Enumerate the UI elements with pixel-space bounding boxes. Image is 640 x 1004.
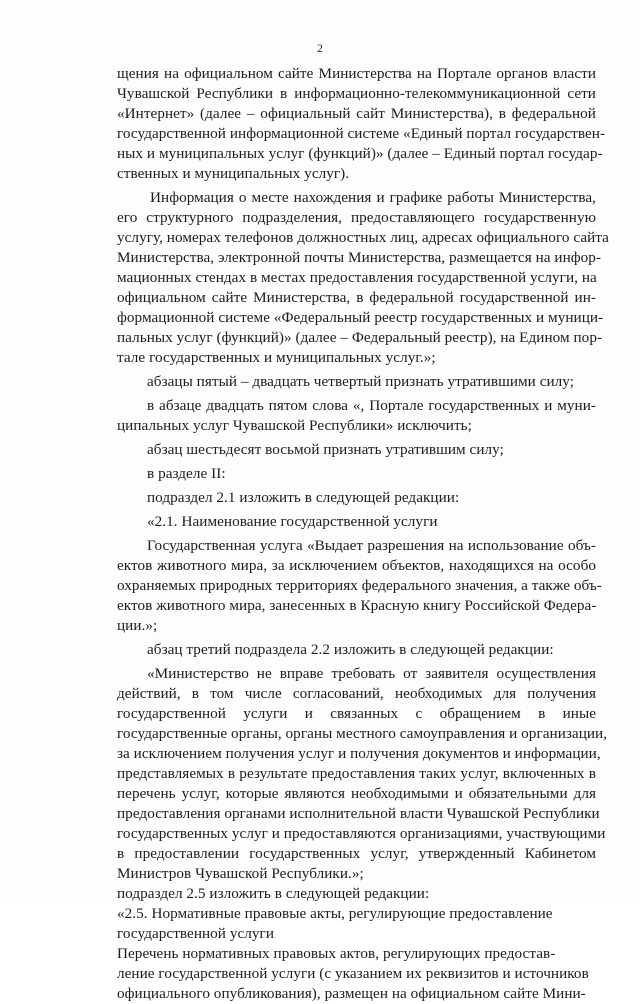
text-line: официальном сайте Министерства, в федеральной государственной ин-: [117, 289, 596, 306]
text-line: пальных услуг (функций)» (далее – Федеральный реестр), на Едином пор-: [117, 329, 603, 346]
text-line: Государственная услуга «Выдает разрешения на использование объ-: [147, 537, 596, 554]
text-line: тале государственных и муниципальных услуг.»;: [117, 349, 436, 366]
text-line: действий, в том числе согласований, необходимых для получения: [117, 685, 596, 702]
text-line: Чувашской Республики в информационно-телекоммуникационной сети: [117, 85, 596, 102]
text-line: государственных услуг и предоставляются организациями, участвующими: [117, 825, 606, 842]
text-line: Перечень нормативных правовых актов, регулирующих предостав-: [117, 945, 556, 962]
text-line: Министров Чувашской Республики.»;: [117, 865, 364, 882]
text-line: Информация о месте нахождения и графике работы Министерства,: [150, 189, 596, 206]
text-line: ственных и муниципальных услуг).: [117, 165, 350, 182]
text-line: в абзаце двадцать пятом слова «, Портале государственных и муни-: [147, 397, 596, 414]
text-line: государственной услуги и связанных с обращением в иные: [117, 705, 596, 722]
text-line: ектов животного мира, за исключением объектов, находящихся на особо: [117, 557, 596, 574]
text-line: предоставления органами исполнительной власти Чувашской Республики: [117, 805, 600, 822]
text-line: его структурного подразделения, предоставляющего государственную: [117, 209, 596, 226]
text-line: ектов животного мира, занесенных в Красную книгу Российской Федера-: [117, 597, 597, 614]
text-line: охраняемых природных территориях федерального значения, а также объ-: [117, 577, 602, 594]
text-line: абзацы пятый – двадцать четвертый признать утратившими силу;: [147, 373, 575, 390]
text-line: абзац третий подраздела 2.2 изложить в следующей редакции:: [147, 641, 554, 658]
text-line: за исключением получения услуг и получения документов и информации,: [117, 745, 601, 762]
text-line: ных и муниципальных услуг (функций)» (далее – Единый портал государ-: [117, 145, 603, 162]
text-line: государственной услуги: [117, 925, 275, 942]
text-line: «Министерство не вправе требовать от заявителя осуществления: [147, 665, 596, 682]
text-line: ление государственной услуги (с указанием их реквизитов и источников: [117, 965, 589, 982]
text-line: в предоставлении государственных услуг, утвержденный Кабинетом: [117, 845, 596, 862]
text-line: ципальных услуг Чувашской Республики» исключить;: [117, 417, 472, 434]
text-line: подраздел 2.5 изложить в следующей редакции:: [117, 885, 430, 902]
text-line: мационных стендах в местах предоставления государственной услуги, на: [117, 269, 597, 286]
text-line: «2.1. Наименование государственной услуги: [147, 513, 438, 530]
text-line: ции.»;: [117, 617, 158, 634]
text-line: представляемых в результате предоставления таких услуг, включенных в: [117, 765, 596, 782]
text-line: официального опубликования), размещен на официальном сайте Мини-: [117, 985, 586, 1002]
text-line: формационной системе «Федеральный реестр государственных и муници-: [117, 309, 604, 326]
text-line: в разделе II:: [147, 465, 226, 482]
page-number: 2: [317, 41, 323, 55]
text-line: государственной информационной системе «Единый портал государствен-: [117, 125, 606, 142]
text-line: государственные органы, органы местного самоуправления и организации,: [117, 725, 608, 742]
text-line: «2.5. Нормативные правовые акты, регулирующие предоставление: [117, 905, 553, 922]
text-line: «Интернет» (далее – официальный сайт Министерства), в федеральной: [117, 105, 596, 122]
text-line: перечень услуг, которые являются необходимыми и обязательными для: [117, 785, 596, 802]
text-line: услугу, номерах телефонов должностных лиц, адресах официального сайта: [117, 229, 609, 246]
text-line: подраздел 2.1 изложить в следующей редакции:: [147, 489, 460, 506]
text-line: абзац шестьдесят восьмой признать утратившим силу;: [147, 441, 504, 458]
text-line: щения на официальном сайте Министерства на Портале органов власти: [117, 65, 596, 82]
text-line: Министерства, электронной почты Министерства, размещается на инфор-: [117, 249, 602, 266]
